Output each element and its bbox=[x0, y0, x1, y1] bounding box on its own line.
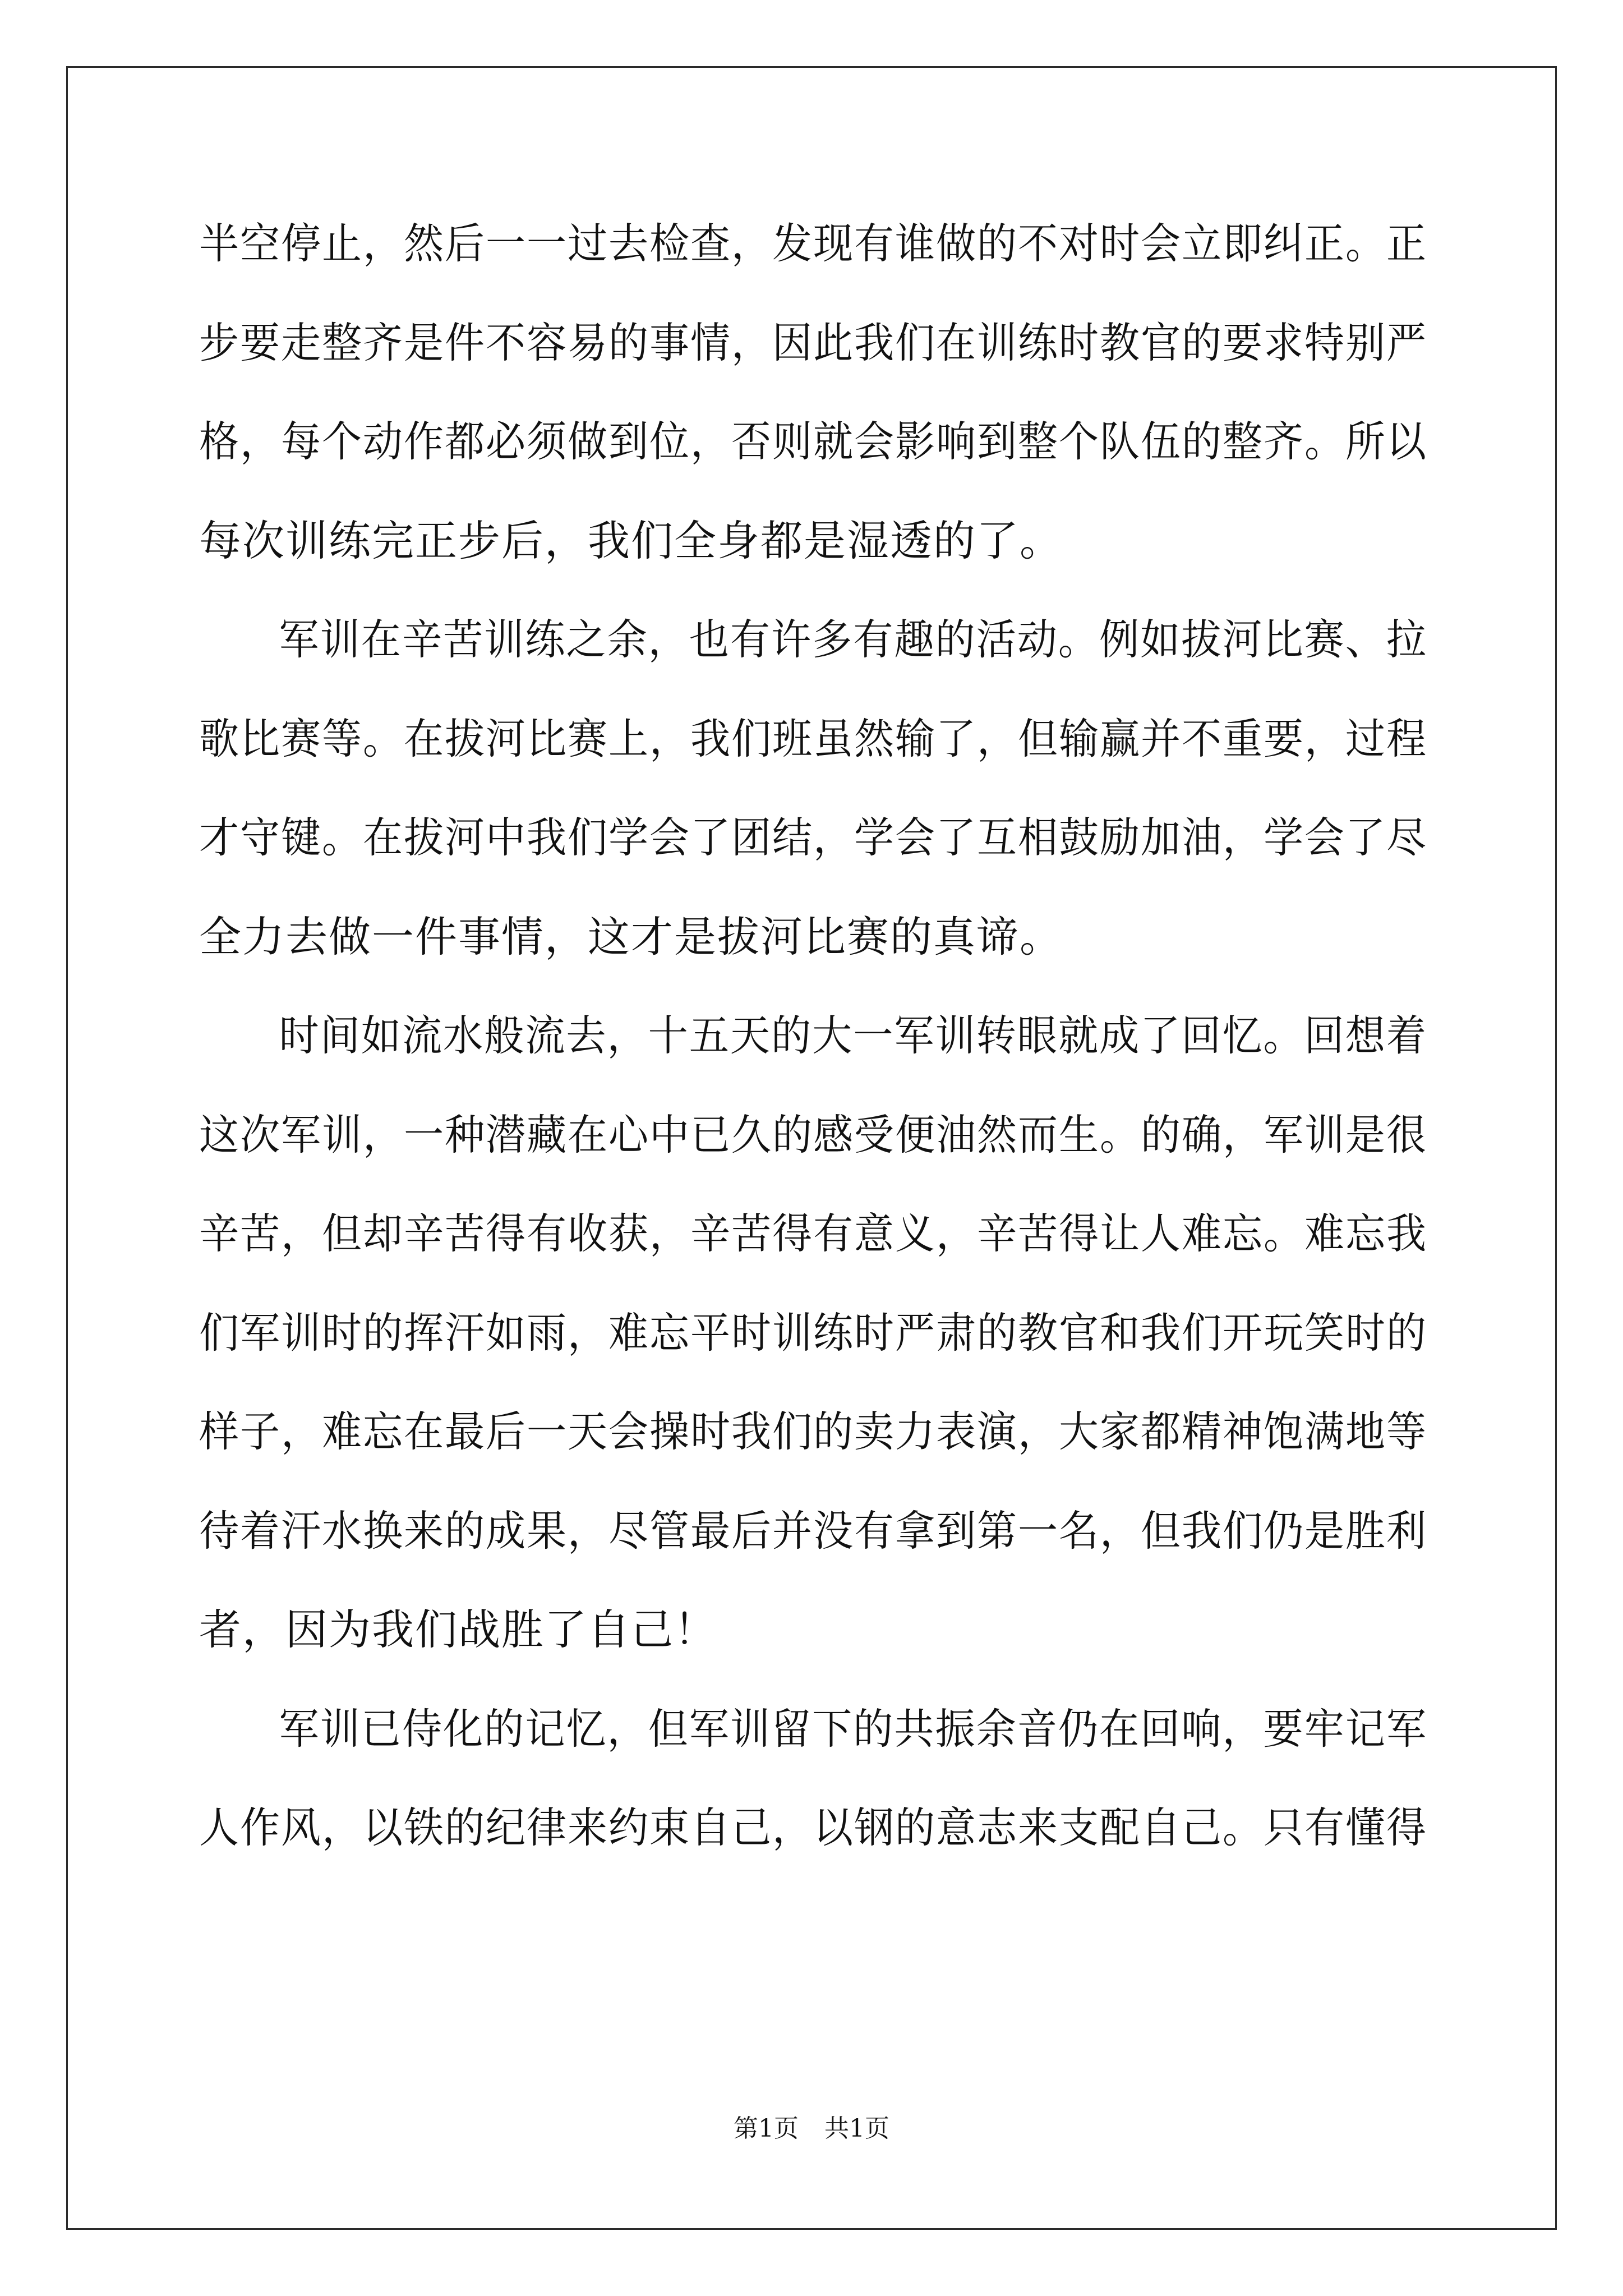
text-line: 全力去做一件事情，这才是拔河比赛的真谛。 bbox=[199, 912, 1063, 961]
text-line: 们军训时的挥汗如雨，难忘平时训练时严肃的教官和我们开玩笑时的 bbox=[199, 1308, 1428, 1358]
text-line: 这次军训，一种潜藏在心中已久的感受便油然而生。的确，军训是很 bbox=[199, 1110, 1428, 1159]
text-line: 辛苦，但却辛苦得有收获，辛苦得有意义，辛苦得让人难忘。难忘我 bbox=[199, 1209, 1428, 1258]
text-line: 人作风，以铁的纪律来约束自己，以钢的意志来支配自己。只有懂得 bbox=[199, 1803, 1428, 1852]
text-line: 格，每个动作都必须做到位，否则就会影响到整个队伍的整齐。所以 bbox=[199, 417, 1428, 466]
paragraph-start-line: 时间如流水般流去，十五天的大一军训转眼就成了回忆。回想着 bbox=[279, 1011, 1428, 1060]
text-line: 步要走整齐是件不容易的事情，因此我们在训练时教官的要求特别严 bbox=[199, 318, 1428, 367]
text-line: 才守键。在拔河中我们学会了团结，学会了互相鼓励加油，学会了尽 bbox=[199, 813, 1428, 862]
paragraph-start-line: 军训在辛苦训练之余，也有许多有趣的活动。例如拔河比赛、拉 bbox=[279, 615, 1428, 664]
current-page-label: 第1页 bbox=[734, 2114, 799, 2143]
text-line: 样子，难忘在最后一天会操时我们的卖力表演，大家都精神饱满地等 bbox=[199, 1407, 1428, 1456]
text-line: 待着汗水换来的成果，尽管最后并没有拿到第一名，但我们仍是胜利 bbox=[199, 1506, 1428, 1556]
text-line: 者，因为我们战胜了自己！ bbox=[199, 1605, 718, 1654]
total-pages-label: 共1页 bbox=[824, 2114, 889, 2143]
text-line: 半空停止，然后一一过去检查，发现有谁做的不对时会立即纠正。正 bbox=[199, 219, 1428, 268]
page-footer bbox=[0, 2108, 1623, 2144]
paragraph-start-line: 军训已侍化的记忆，但军训留下的共振余音仍在回响，要牢记军 bbox=[279, 1704, 1428, 1754]
text-line: 歌比赛等。在拔河比赛上，我们班虽然输了，但输赢并不重要，过程 bbox=[199, 714, 1428, 763]
text-line: 每次训练完正步后，我们全身都是湿透的了。 bbox=[199, 516, 1063, 565]
